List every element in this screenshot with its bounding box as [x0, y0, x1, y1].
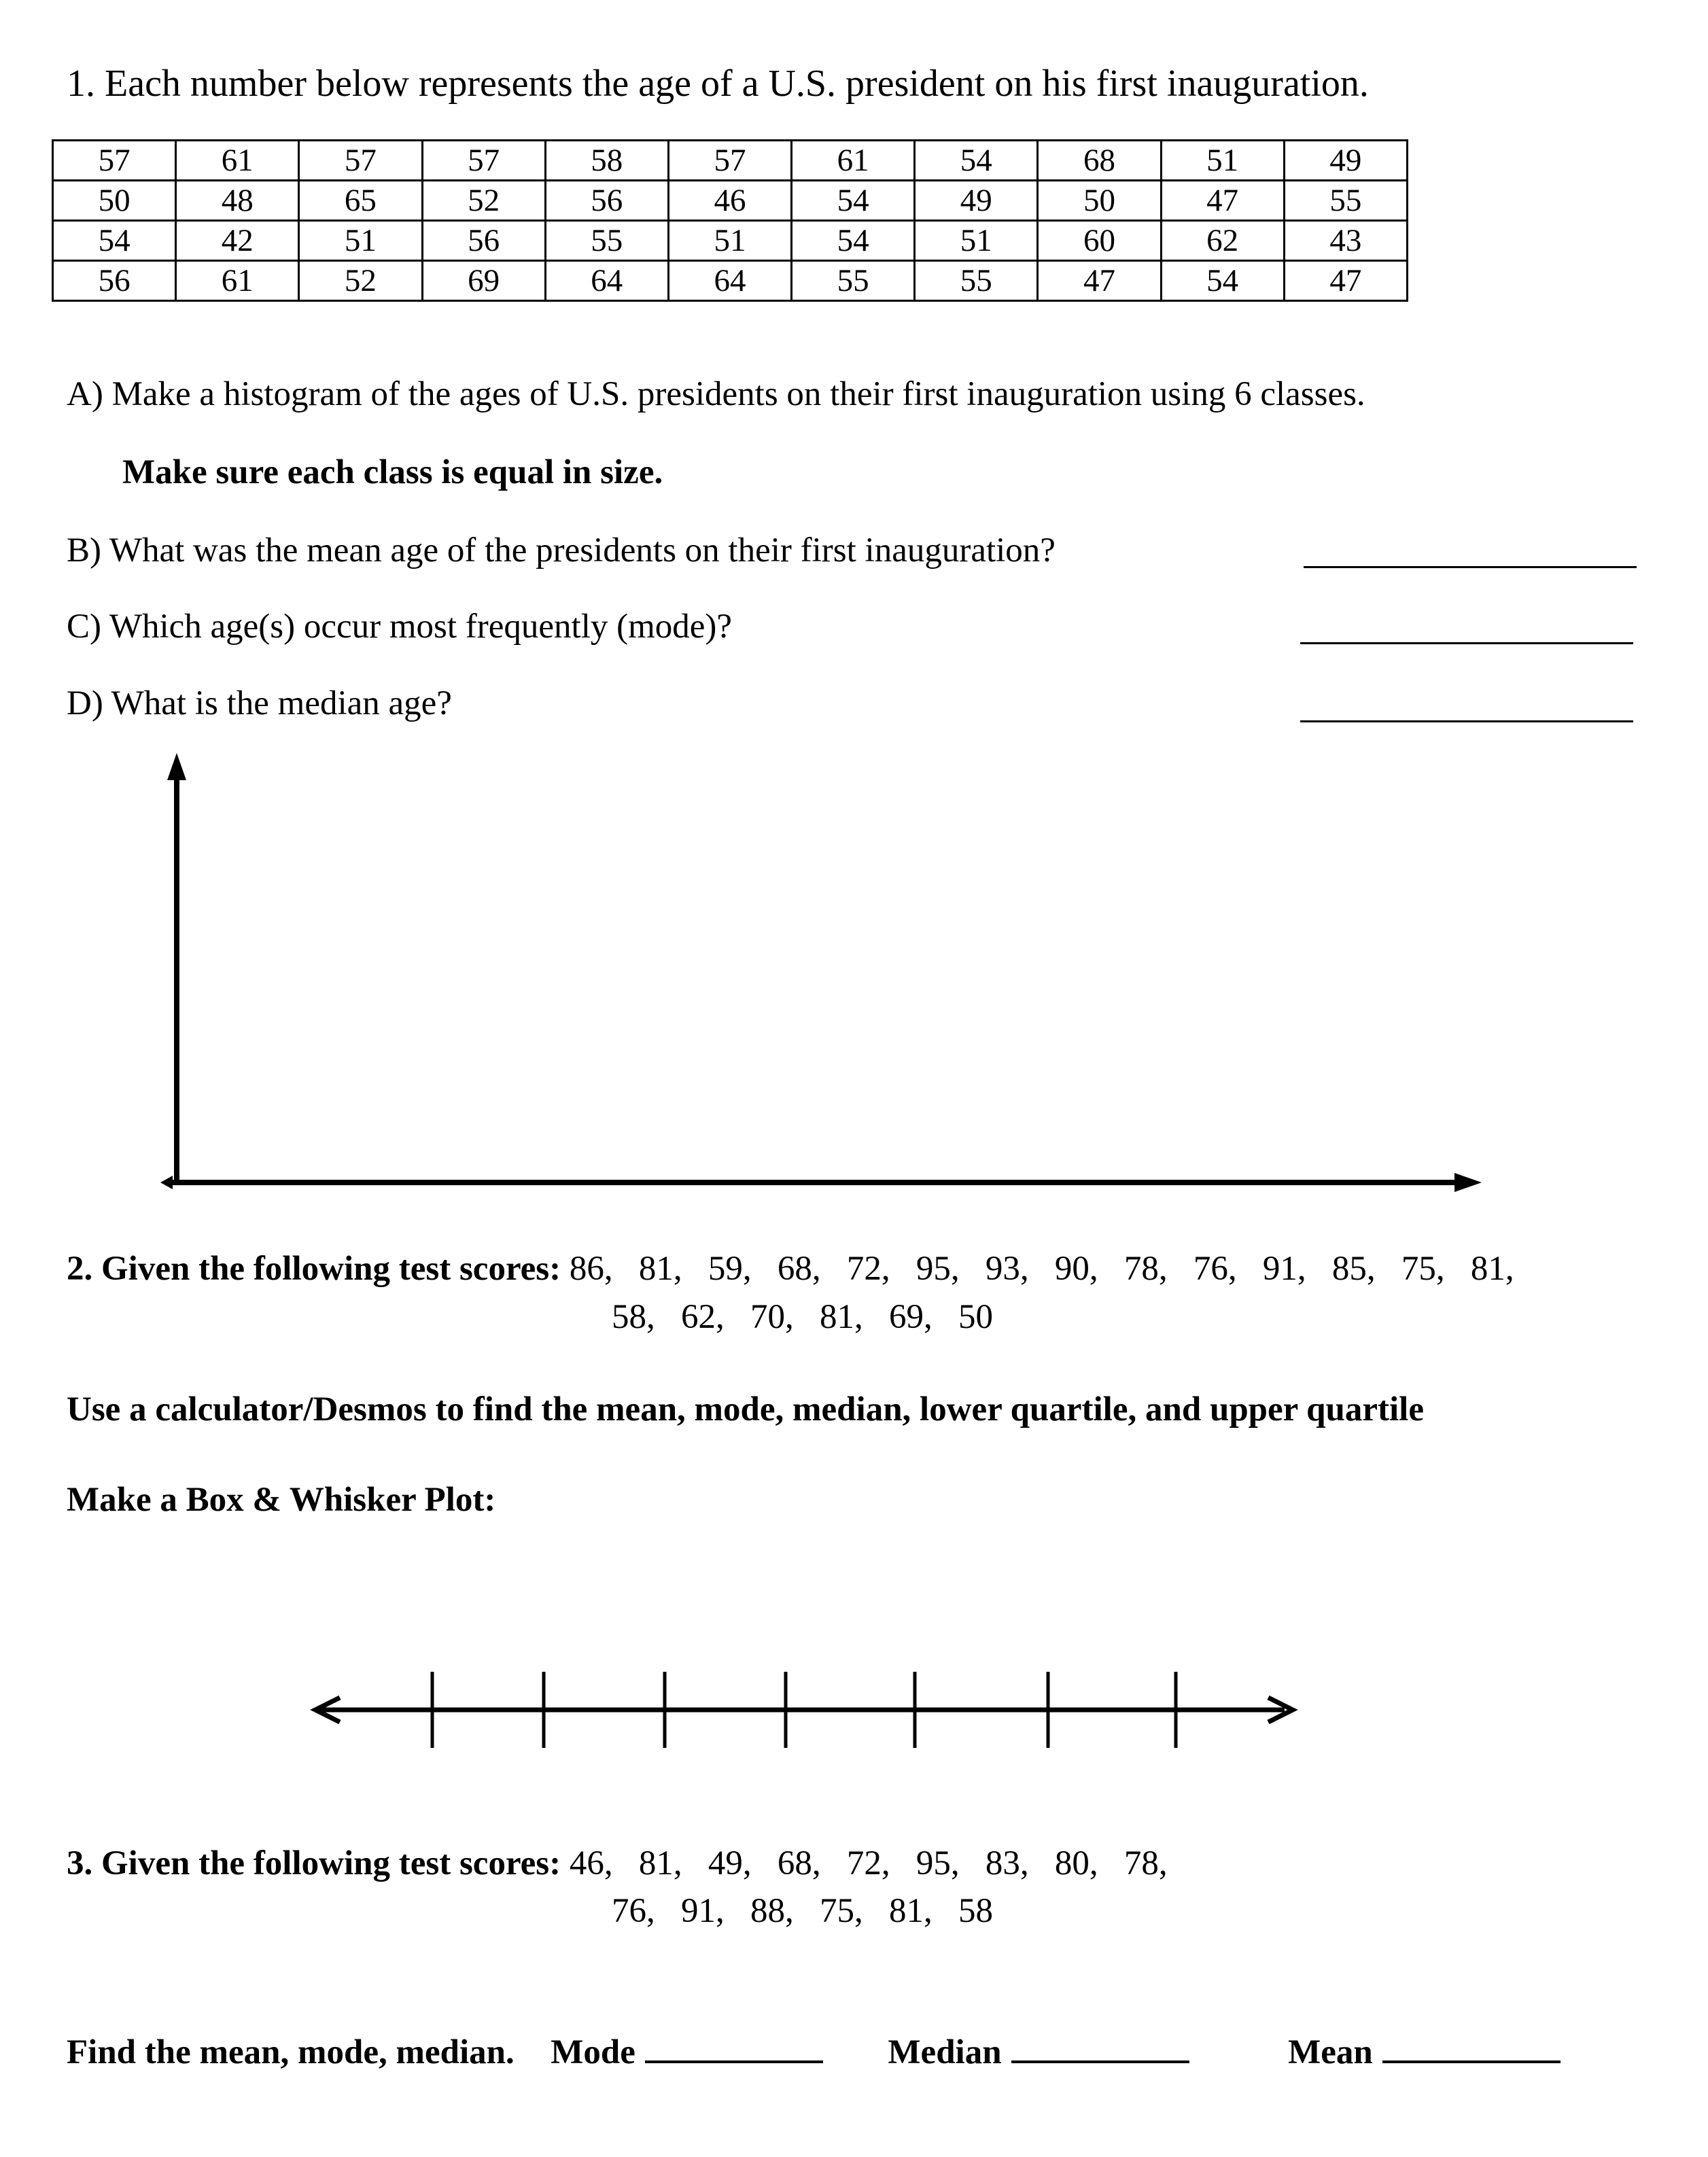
- question-3-label: 3. Given the following test scores:: [67, 1844, 561, 1882]
- question-2-scores-first: 86, 81, 59, 68, 72, 95, 93, 90, 78, 76, 91, 85, 75, 81,: [569, 1250, 1514, 1288]
- question-1-title: 1. Each number below represents the age of a U.S. president on his first inauguration.: [67, 63, 1369, 105]
- ages-table-cell: 52: [422, 181, 545, 221]
- ages-table-cell: 57: [668, 141, 791, 181]
- question-2-scores-line2: 58, 62, 70, 81, 69, 50: [612, 1298, 993, 1336]
- ages-table-cell: 55: [915, 261, 1038, 301]
- question-3-scores-line1: [67, 1842, 1168, 1885]
- part-a-note: Make sure each class is equal in size.: [122, 453, 663, 491]
- question-3-scores-line2: 76, 91, 88, 75, 81, 58: [612, 1892, 993, 1930]
- ages-table-cell: 51: [915, 221, 1038, 261]
- median-answer-blank[interactable]: [1011, 2060, 1189, 2063]
- ages-table-cell: 56: [53, 261, 176, 301]
- ages-table-cell: 61: [176, 261, 299, 301]
- question-3-find-label: Find the mean, mode, median.: [67, 2033, 515, 2071]
- ages-table-cell: 49: [915, 181, 1038, 221]
- ages-table-cell: 62: [1161, 221, 1284, 261]
- ages-table-cell: 54: [915, 141, 1038, 181]
- median-label: Median: [888, 2033, 1002, 2071]
- ages-table-cell: 54: [1161, 261, 1284, 301]
- ages-table-cell: 54: [53, 221, 176, 261]
- ages-table-cell: 51: [1161, 141, 1284, 181]
- box-plot-label: Make a Box & Whisker Plot:: [67, 1481, 496, 1519]
- ages-table-cell: 54: [792, 181, 915, 221]
- ages-table-cell: 42: [176, 221, 299, 261]
- ages-table-cell: 55: [792, 261, 915, 301]
- ages-table-cell: 64: [668, 261, 791, 301]
- ages-table-cell: 51: [299, 221, 422, 261]
- ages-table-cell: 47: [1038, 261, 1161, 301]
- ages-table-cell: 61: [792, 141, 915, 181]
- ages-table-cell: 57: [299, 141, 422, 181]
- question-3-answer-row: [67, 2031, 1561, 2074]
- part-d-text: D) What is the median age?: [67, 684, 452, 722]
- ages-table-cell: 61: [176, 141, 299, 181]
- ages-table-cell: 57: [53, 141, 176, 181]
- ages-table-cell: 55: [545, 221, 668, 261]
- ages-table-cell: 54: [792, 221, 915, 261]
- ages-table-cell: 43: [1284, 221, 1407, 261]
- ages-table-cell: 58: [545, 141, 668, 181]
- part-b-text: B) What was the mean age of the presidents on their first inauguration?: [67, 531, 1056, 569]
- ages-table-cell: 50: [53, 181, 176, 221]
- mode-label: Mode: [551, 2033, 635, 2071]
- part-a-text: A) Make a histogram of the ages of U.S. presidents on their first inauguration using 6 classes.: [67, 375, 1365, 413]
- ages-table-cell: 46: [668, 181, 791, 221]
- ages-table-cell: 60: [1038, 221, 1161, 261]
- ages-table-cell: 56: [422, 221, 545, 261]
- ages-table-cell: 48: [176, 181, 299, 221]
- ages-table-cell: 68: [1038, 141, 1161, 181]
- ages-table-cell: 64: [545, 261, 668, 301]
- ages-table-cell: 55: [1284, 181, 1407, 221]
- ages-table-cell: 69: [422, 261, 545, 301]
- ages-table-cell: 47: [1284, 261, 1407, 301]
- ages-table-cell: 57: [422, 141, 545, 181]
- ages-table-cell: 56: [545, 181, 668, 221]
- mean-label: Mean: [1288, 2033, 1373, 2071]
- ages-table-cell: 49: [1284, 141, 1407, 181]
- mode-answer-blank[interactable]: [645, 2060, 823, 2063]
- ages-table-cell: 52: [299, 261, 422, 301]
- ages-table-cell: 47: [1161, 181, 1284, 221]
- ages-table-cell: 65: [299, 181, 422, 221]
- question-2-label: 2. Given the following test scores:: [67, 1250, 561, 1288]
- question-3-scores-first: 46, 81, 49, 68, 72, 95, 83, 80, 78,: [569, 1844, 1168, 1882]
- ages-table-cell: 50: [1038, 181, 1161, 221]
- part-c-text: C) Which age(s) occur most frequently (mode)?: [67, 608, 733, 646]
- question-2-instruction: Use a calculator/Desmos to find the mean, mode, median, lower quartile, and upper quartile: [67, 1390, 1424, 1428]
- ages-table-cell: 51: [668, 221, 791, 261]
- mean-answer-blank[interactable]: [1382, 2060, 1561, 2063]
